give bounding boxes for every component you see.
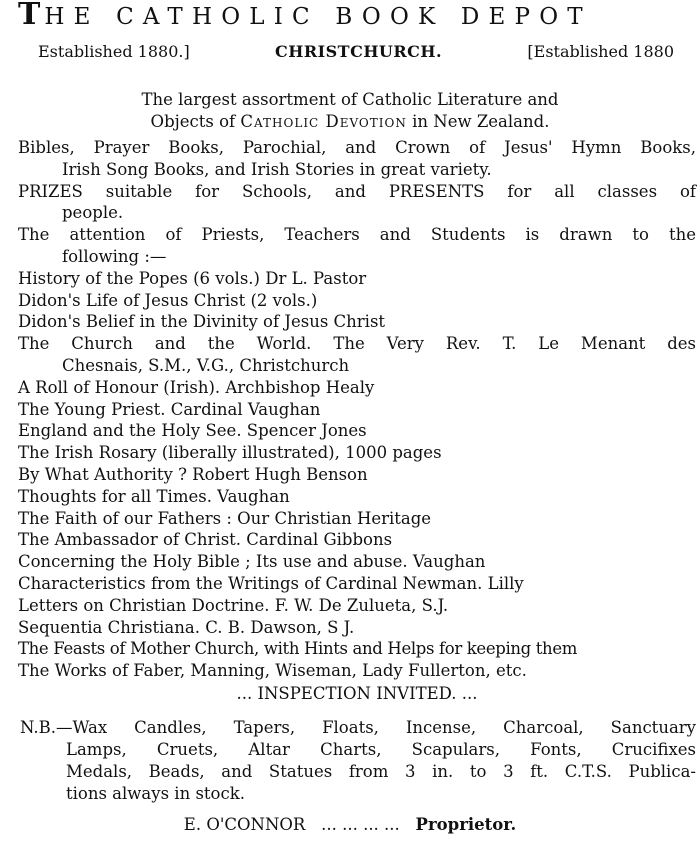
book-item: By What Authority ? Robert Hugh Benson bbox=[18, 464, 368, 484]
prizes-line-2: people. bbox=[62, 203, 124, 223]
book-item: Thoughts for all Times. Vaughan bbox=[18, 486, 290, 506]
main-text bbox=[18, 137, 696, 705]
intro-line-1: The largest assortment of Catholic Literature and bbox=[141, 90, 559, 109]
subheader bbox=[38, 42, 674, 61]
city-name: CHRISTCHURCH. bbox=[274, 42, 443, 61]
intro-small-caps: Catholic Devotion bbox=[240, 112, 407, 131]
established-left: Established 1880.] bbox=[38, 42, 190, 61]
nb-paragraph bbox=[20, 717, 696, 805]
intro-line-2-post: in New Zealand. bbox=[412, 112, 550, 131]
attention-line-1: The attention of Priests, Teachers and Students is drawn to the bbox=[18, 225, 696, 245]
book-item: The Ambassador of Christ. Cardinal Gibbons bbox=[18, 530, 393, 550]
nb-line-4: tions always in stock. bbox=[66, 784, 245, 803]
book-item: Characteristics from the Writings of Cardinal Newman. Lilly bbox=[18, 573, 524, 593]
nb-line-2: Lamps, Cruets, Altar Charts, Scapulars, Fonts, Crucifixes bbox=[66, 740, 696, 759]
proprietor-name: E. O'CONNOR bbox=[183, 815, 306, 834]
book-item: The Faith of our Fathers : Our Christian Heritage bbox=[18, 508, 432, 528]
bibles-line-2: Irish Song Books, and Irish Stories in great variety. bbox=[62, 159, 492, 179]
book-item: Didon's Life of Jesus Christ (2 vols.) bbox=[18, 290, 318, 310]
established-right: [Established 1880 bbox=[527, 42, 674, 61]
book-item: The Irish Rosary (liberally illustrated), 1000 pages bbox=[18, 443, 442, 463]
attention-line-2: following :— bbox=[62, 246, 167, 266]
title-initial: T bbox=[18, 0, 45, 32]
intro-block bbox=[0, 89, 700, 133]
book-item: History of the Popes (6 vols.) Dr L. Pastor bbox=[18, 268, 367, 288]
book-item: The Works of Faber, Manning, Wiseman, Lady Fullerton, etc. bbox=[18, 661, 527, 681]
intro-line-2-pre: Objects of bbox=[150, 112, 236, 131]
inspection-invited: ... INSPECTION INVITED. ... bbox=[236, 683, 478, 703]
book-item: England and the Holy See. Spencer Jones bbox=[18, 421, 367, 441]
book-item: Concerning the Holy Bible ; Its use and abuse. Vaughan bbox=[18, 552, 486, 572]
prizes-line-1: PRIZES suitable for Schools, and PRESENTS for all classes of bbox=[18, 181, 696, 201]
bibles-line-1: Bibles, Prayer Books, Parochial, and Crown of Jesus' Hymn Books, bbox=[18, 138, 696, 157]
proprietor-line bbox=[0, 815, 700, 834]
book-item-continued: Chesnais, S.M., V.G., Christchurch bbox=[62, 355, 350, 375]
nb-line-1: N.B.—Wax Candles, Tapers, Floats, Incense, Charcoal, Sanctuary bbox=[20, 718, 696, 737]
proprietor-role: Proprietor. bbox=[415, 815, 517, 834]
book-item: The Church and the World. The Very Rev. T. Le Menant des bbox=[18, 334, 696, 354]
book-item: A Roll of Honour (Irish). Archbishop Healy bbox=[18, 377, 375, 397]
book-item: The Feasts of Mother Church, with Hints and Helps for keeping them bbox=[18, 639, 578, 659]
title-text: HE CATHOLIC BOOK DEPOT bbox=[44, 4, 592, 30]
book-item: Sequentia Christiana. C. B. Dawson, S J. bbox=[18, 617, 355, 637]
book-item: Letters on Christian Doctrine. F. W. De Zulueta, S.J. bbox=[18, 595, 449, 615]
proprietor-dots: ... ... ... ... bbox=[321, 815, 400, 834]
page-title bbox=[18, 0, 696, 32]
intro-line-2 bbox=[0, 111, 700, 133]
nb-line-3: Medals, Beads, and Statues from 3 in. to 3 ft. C.T.S. Publica- bbox=[66, 762, 696, 781]
book-item: The Young Priest. Cardinal Vaughan bbox=[18, 399, 321, 419]
book-item: Didon's Belief in the Divinity of Jesus Christ bbox=[18, 312, 386, 332]
